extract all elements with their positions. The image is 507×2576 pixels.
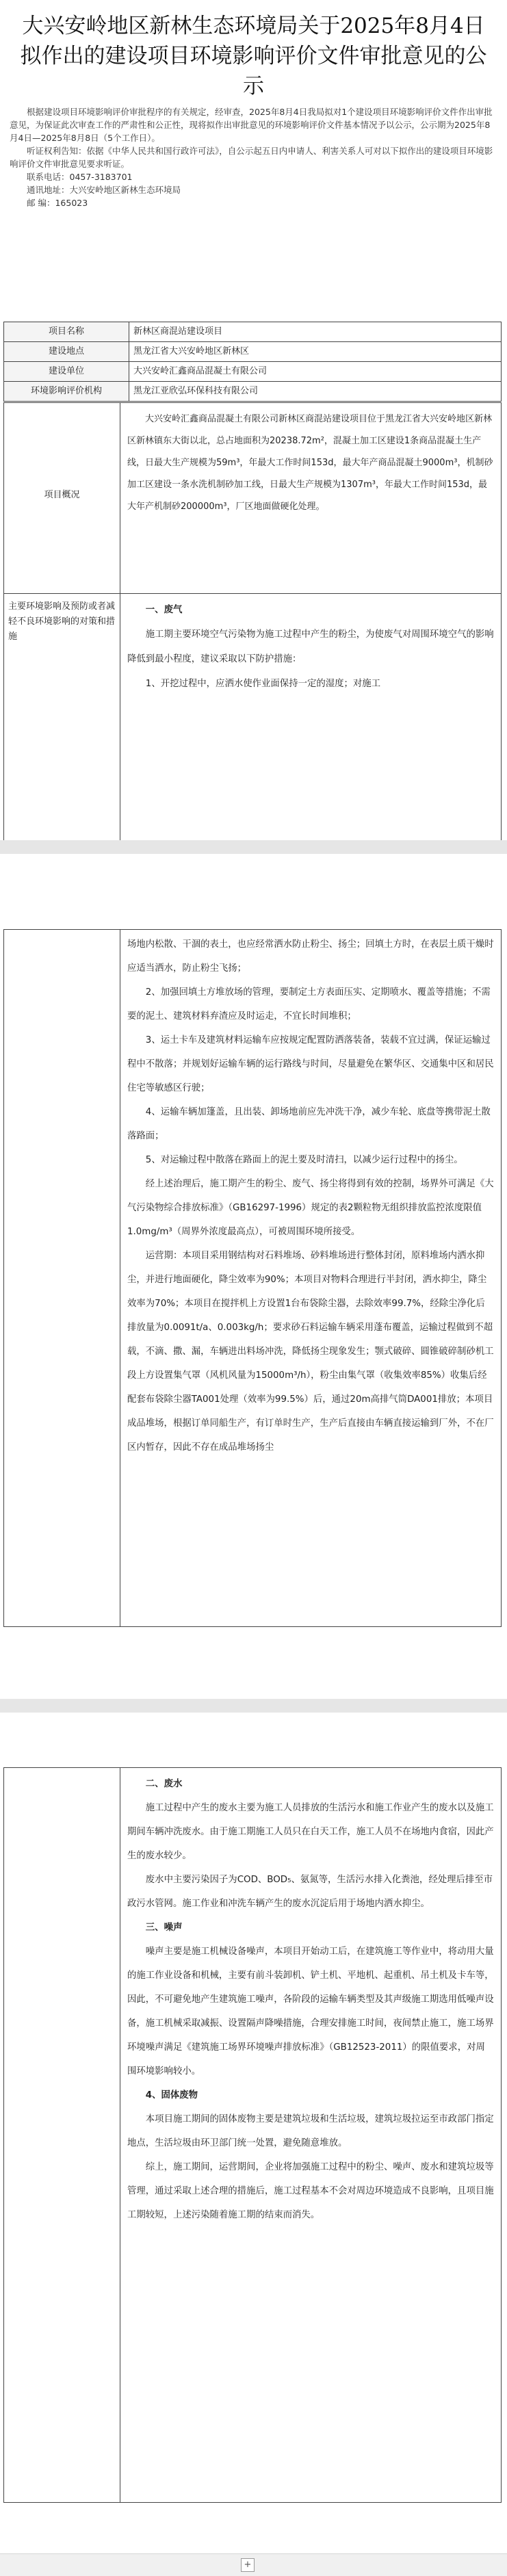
section-heading-wastewater: 二、废水 — [145, 1779, 183, 1789]
row-value-eia-agency: 黑龙江亚欣弘环保科技有限公司 — [129, 382, 502, 402]
paragraph: 5、对运输过程中散落在路面上的泥土要及时清扫，以减少运行过程中的扬尘。 — [145, 1155, 463, 1165]
paragraph: 施工过程中产生的废水主要为施工人员排放的生活污水和施工作业产生的废水以及施工期间车辆冲洗废水。由于施工期施工人员只在白天工作，施工人员不在场地内食宿，因此产生的废水较少。 — [127, 1803, 494, 1861]
section-heading-exhaust: 一、废气 — [145, 605, 183, 615]
document-page-1 — [0, 0, 507, 840]
row-value-location: 黑龙江省大兴安岭地区新林区 — [129, 342, 502, 362]
section-heading-solid-waste: 4、固体废物 — [145, 2090, 198, 2100]
paragraph: 施工期主要环境空气污染物为施工过程中产生的粉尘，为使废气对周围环境空气的影响降低到最小程度，建议采取以下防护措施： — [127, 629, 494, 664]
overview-text: 大兴安岭汇鑫商品混凝土有限公司新林区商混站建设项目位于黑龙江省大兴安岭地区新林区新林镇东大街以北，总占地面积为20238.72m²，混凝土加工区建设1条商品混凝土生产线，日最大生产规模为59m³，年最大工作时间153d，最大年产商品混凝土9000m³，机制砂加工区建设一条水洗机制砂加工线，日最大生产规模为1307m³，年最大工作时间153d，最大年产机制砂200000m³，厂区地面做硬化处理。 — [127, 414, 493, 512]
intro-paragraph: 根据建设项目环境影响评价审批程序的有关规定，经审查，2025年8月4日我局拟对1个建设项目环境影响评价文件作出审批意见，为保证此次审查工作的严肃性和公正性，现将拟作出审批意见的环境影响评价文件基本情况予以公示，公示期为2025年8月4日—2025年8月8日（5个工作日）。 — [10, 107, 493, 143]
paragraph: 本项目施工期间的固体废物主要是建筑垃圾和生活垃圾，建筑垃圾拉运至市政部门指定地点，生活垃圾由环卫部门统一处置，避免随意堆放。 — [127, 2114, 494, 2148]
overview-label: 项目概况 — [44, 490, 80, 500]
measures-label-cell — [3, 593, 120, 840]
table-row — [4, 322, 502, 342]
section-heading-noise: 三、噪声 — [145, 1923, 183, 1933]
table-row — [4, 382, 502, 402]
overview-text-cell — [120, 402, 502, 594]
overview-label-cell — [3, 402, 120, 594]
postal-code: 邮 编：165023 — [27, 198, 88, 208]
contact-phone: 联系电话：0457-3183701 — [27, 172, 133, 182]
page-title: 大兴安岭地区新林生态环境局关于2025年8月4日拟作出的建设项目环境影响评价文件审批意见的公示 — [20, 14, 487, 99]
page-add-icon[interactable]: + — [241, 2558, 255, 2572]
paragraph: 4、运输车辆加篷盖，且出装、卸场地前应先冲洗干净，减少车轮、底盘等携带泥土散落路面； — [127, 1107, 491, 1141]
paragraph: 废水中主要污染因子为COD、BOD₅、氨氮等，生活污水排入化粪池，经处理后排至市政污水管网。施工作业和冲洗车辆产生的废水沉淀后用于场地内洒水抑尘。 — [127, 1875, 493, 1909]
hearing-notice: 听证权利告知：依据《中华人民共和国行政许可法》，自公示起五日内申请人、利害关系人可对以下拟作出的建设项目环境影响评价文件审批意见要求听证。 — [10, 146, 493, 169]
row-label-project-name: 项目名称 — [4, 322, 129, 342]
row-value-builder: 大兴安岭汇鑫商品混凝土有限公司 — [129, 362, 502, 382]
page-gap — [0, 1699, 507, 1713]
table-row — [4, 362, 502, 382]
paragraph: 经上述治理后，施工期产生的粉尘、废气、扬尘将得到有效的控制，场界外可满足《大气污染物综合排放标准》（GB16297-1996）规定的表2颗粒物无组织排放监控浓度限值1.0mg/m³（周界外浓度最高点），可被周围环境所接受。 — [127, 1179, 494, 1237]
row-label-builder: 建设单位 — [4, 362, 129, 382]
document-page-2 — [0, 854, 507, 1699]
paragraph: 3、运土卡车及建筑材料运输车应按规定配置防洒落装备，装载不宜过满，保证运输过程中不散落；并规划好运输车辆的运行路线与时间，尽量避免在繁华区、交通集中区和居民住宅等敏感区行驶； — [127, 1035, 494, 1093]
contact-address: 通讯地址：大兴安岭地区新林生态环境局 — [27, 185, 181, 195]
row-value-project-name: 新林区商混站建设项目 — [129, 322, 502, 342]
paragraph: 噪声主要是施工机械设备噪声，本项目开始动工后，在建筑施工等作业中，将动用大量的施工作业设备和机械，主要有前斗装卸机、铲土机、平地机、起重机、吊土机及卡车等，因此，不可避免地产生建筑施工噪声，各阶段的运输车辆类型及其声级施工期选用低噪声设备，施工机械采取减振、设置隔声降噪措施，合理安排施工时间，夜间禁止施工，施工场界环境噪声满足《建筑施工场界环境噪声排放标准》（GB12523-2011）的限值要求，对周围环境影响较小。 — [127, 1947, 494, 2077]
measures-label-cell-cont — [3, 1767, 120, 2503]
row-label-eia-agency: 环境影响评价机构 — [4, 382, 129, 402]
paragraph: 1、开挖过程中，应洒水使作业面保持一定的湿度；对施工 — [145, 679, 381, 689]
row-label-location: 建设地点 — [4, 342, 129, 362]
paragraph: 场地内松散、干涸的表土，也应经常洒水防止粉尘、扬尘；回填土方时，在表层土质干燥时应适当洒水，防止粉尘飞扬； — [127, 939, 494, 974]
paragraph: 综上，施工期间，运营期间，企业将加强施工过程中的粉尘、噪声、废水和建筑垃圾等管理，通过采取上述合理的措施后，施工过程基本不会对周边环境造成不良影响，且项目施工期较短，上述污染随着施工期的结束而消失。 — [127, 2162, 494, 2220]
project-info-table — [3, 322, 502, 402]
measures-text-cell-1 — [120, 593, 502, 840]
measures-text-cell-3 — [120, 1767, 502, 2503]
measures-label: 主要环境影响及预防或者减轻不良环境影响的对策和措施 — [8, 601, 116, 642]
viewer-footer — [0, 2553, 507, 2576]
table-row — [4, 342, 502, 362]
page-gap — [0, 840, 507, 854]
measures-text-cell-2 — [120, 929, 502, 1627]
document-page-3 — [0, 1713, 507, 2554]
paragraph: 运营期：本项目采用钢结构对石料堆场、砂料堆场进行整体封闭，原料堆场内洒水抑尘，并进行地面硬化，降尘效率为90%；本项目对物料合理进行半封闭，洒水抑尘，降尘效率为70%；本项目在搅拌机上方设置1台布袋除尘器，去除效率99.7%，经除尘净化后排放量为0.0091t/a、0.003kg/h；要求砂石料运输车辆采用蓬布覆盖，运输过程做到不超载，不滴、撒、漏，车辆进出料场冲洗，降低扬尘现象发生；颚式破碎、圆锥破碎制砂机工段上方设置集气罩（风机风量为15000m³/h），粉尘由集气罩（收集效率85%）收集后经配套布袋除尘器TA001处理（效率为99.5%）后，通过20m高排气筒DA001排放；本项目成品堆场，根据订单同船生产，有订单时生产，生产后直接由车辆直接运输到厂外，不在厂区内暂存，因此不存在成品堆场扬尘 — [127, 1251, 494, 1453]
intro-block — [0, 101, 507, 209]
measures-label-cell-cont — [3, 929, 120, 1627]
paragraph: 2、加强回填土方堆放场的管理，要制定土方表面压实、定期喷水、覆盖等措施；不需要的泥土、建筑材料弃渣应及时运走，不宜长时间堆积； — [127, 987, 491, 1022]
